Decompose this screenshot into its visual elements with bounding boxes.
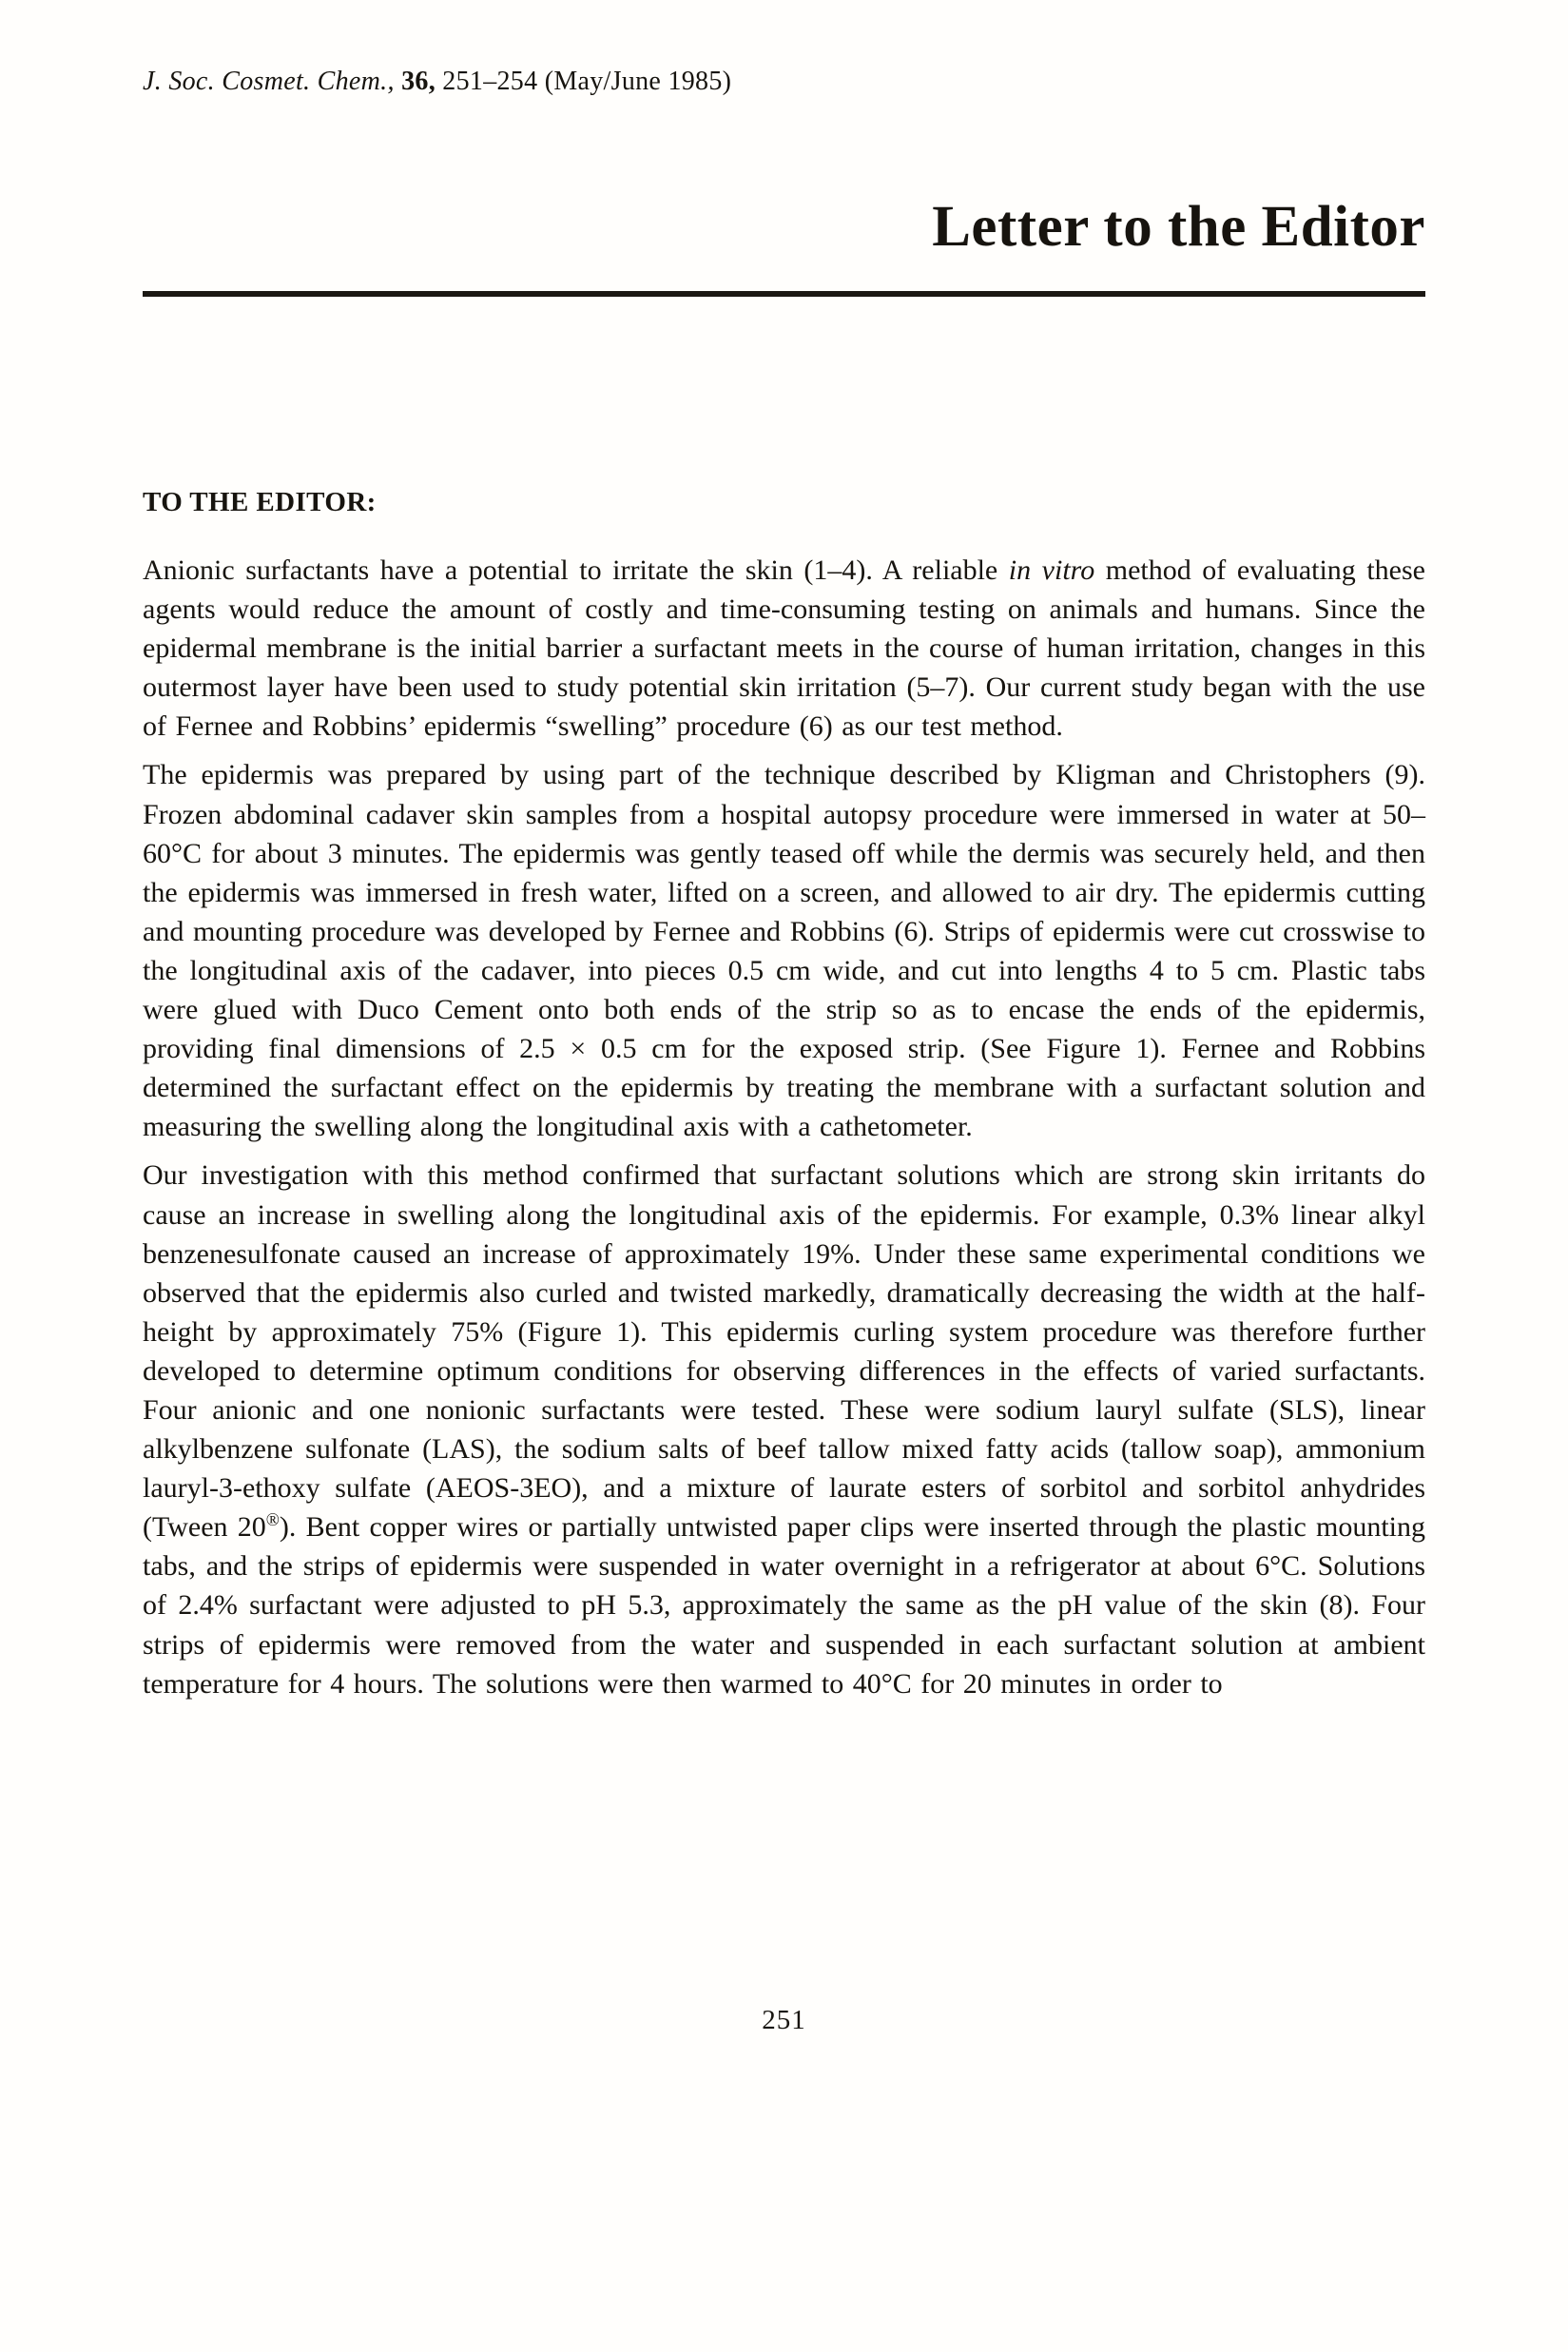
- article-title: Letter to the Editor: [932, 195, 1425, 259]
- paragraph-2: The epidermis was prepared by using part of the technique described by Kligman and Christophers (9). Frozen abdominal cadaver skin samples from a hospital autopsy procedure were immersed in water at 50–60°C for about 3 minutes. The epidermis was gently teased off while the dermis was securely held, and then the epidermis was immersed in fresh water, lifted on a screen, and allowed to air dry. The epidermis cutting and mounting procedure was developed by Fernee and Robbins (6). Strips of epidermis were cut crosswise to the longitudinal axis of the cadaver, into pieces 0.5 cm wide, and cut into lengths 4 to 5 cm. Plastic tabs were glued with Duco Cement onto both ends of the strip so as to encase the ends of the epidermis, providing final dimensions of 2.5 × 0.5 cm for the exposed strip. (See Figure 1). Fernee and Robbins determined the surfactant effect on the epidermis by treating the membrane with a surfactant solution and measuring the swelling along the longitudinal axis with a cathetometer.: [143, 759, 1425, 1143]
- journal-pages-date: 251–254 (May/June 1985): [442, 67, 732, 96]
- title-divider-rule: [143, 291, 1425, 297]
- paragraph-1-text-b: method of evaluating these agents would reduce the amount of costly and time-consuming testing on animals and humans. Since the epidermal membrane is the initial barrier a surfactant meets in the course of human irritation, changes in this outermost layer have been used to study potential skin irritation (5–7). Our current study began with the use of Fernee and Robbins’ epidermis “swelling” procedure (6) as our test method.: [143, 554, 1425, 743]
- journal-name: J. Soc. Cosmet. Chem.,: [143, 67, 402, 96]
- paragraph-1: [143, 551, 1425, 746]
- section-heading: TO THE EDITOR:: [143, 487, 377, 517]
- registered-trademark-symbol: ®: [265, 1510, 280, 1531]
- paragraph-3-text-a: Our investigation with this method confirmed that surfactant solutions which are strong skin irritants do cause an increase in swelling along the longitudinal axis of the epidermis. For example, 0.3% linear alkyl benzenesulfonate caused an increase of approximately 19%. Under these same experimental conditions we observed that the epidermis also curled and twisted markedly, dramatically decreasing the width at the half-height by approximately 75% (Figure 1). This epidermis curling system procedure was therefore further developed to determine optimum conditions for observing differences in the effects of varied surfactants. Four anionic and one nonionic surfactants were tested. These were sodium lauryl sulfate (SLS), linear alkylbenzene sulfonate (LAS), the sodium salts of beef tallow mixed fatty acids (tallow soap), ammonium lauryl-3-ethoxy sulfate (AEOS-3EO), and a mixture of laurate esters of sorbitol and sorbitol anhydrides (Tween 20: [143, 1159, 1425, 1544]
- paragraph-1-italic-phrase: in vitro: [1008, 554, 1095, 586]
- paragraph-1-text-a: Anionic surfactants have a potential to irritate the skin (1–4). A reliable: [143, 554, 1009, 586]
- page-number: 251: [762, 2005, 806, 2035]
- journal-volume: 36,: [401, 67, 443, 96]
- paragraph-3: [143, 1156, 1425, 1702]
- paragraph-3-text-b: ). Bent copper wires or partially untwisted paper clips were inserted through the plastic mounting tabs, and the strips of epidermis were suspended in water overnight in a refrigerator at about 6°C. Solutions of 2.4% surfactant were adjusted to pH 5.3, approximately the same as the pH value of the skin (8). Four strips of epidermis were removed from the water and suspended in each surfactant solution at ambient temperature for 4 hours. The solutions were then warmed to 40°C for 20 minutes in order to: [143, 1511, 1425, 1700]
- journal-reference: [143, 67, 1425, 97]
- article-body: [143, 551, 1425, 1703]
